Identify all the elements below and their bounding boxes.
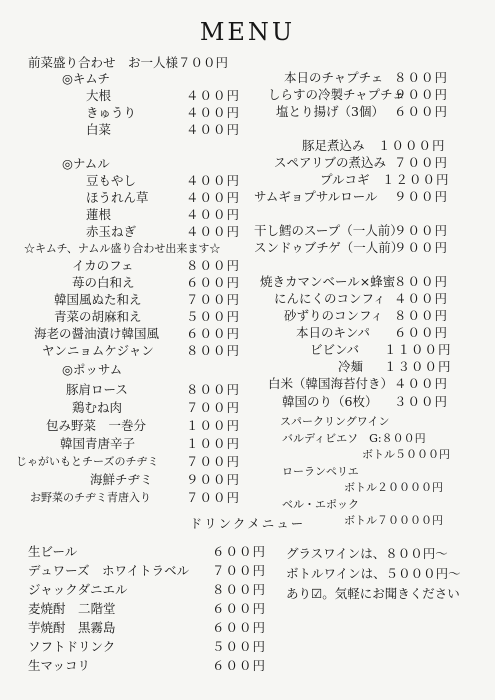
menu-item-price: ４００円 <box>186 88 241 103</box>
menu-item-price: ４００円 <box>394 376 449 391</box>
menu-item-price: １３００円 <box>384 359 452 374</box>
menu-item-price: １１００円 <box>384 342 452 357</box>
menu-item-name: 豆もやし <box>86 173 137 188</box>
wine-note-line: ボトルワインは、５０００円〜 <box>286 566 461 581</box>
menu-item-price: ５００円 <box>186 309 241 324</box>
menu-item-price: １２００円 <box>382 172 450 187</box>
menu-item-price: ６００円 <box>186 326 241 341</box>
menu-item-name: プルコギ <box>320 172 370 187</box>
menu-item-price: ７００円 <box>186 454 241 469</box>
menu-item-price: ６００円 <box>394 104 449 119</box>
menu-item-price: ８００円 <box>394 70 449 85</box>
menu-item-name: 冷麺 <box>338 359 364 374</box>
drink-price: ７００円 <box>212 563 267 578</box>
menu-item-name: スンドゥブチゲ（一人前） <box>254 240 404 255</box>
drink-price: ８００円 <box>212 582 267 597</box>
drink-price: ６００円 <box>212 544 267 559</box>
combo-note: ☆キムチ、ナムル盛り合わせ出来ます☆ <box>24 242 221 255</box>
menu-item-name: しらすの冷製チャプチェ <box>268 87 405 102</box>
menu-item-price: ７００円 <box>394 155 449 170</box>
menu-item-price: １０００円 <box>378 138 446 153</box>
menu-item-name: ビビンバ <box>310 342 360 357</box>
drink-name: ソフトドリンク <box>28 639 116 654</box>
menu-item-name: 苺の白和え <box>72 275 135 290</box>
menu-item-name: ほうれん草 <box>86 190 149 205</box>
bossam-header: ◎ポッサム <box>62 362 123 377</box>
menu-item-price: １００円 <box>186 418 241 433</box>
menu-item-name: 鶏むね肉 <box>72 400 123 415</box>
menu-item-price: ９００円 <box>394 240 449 255</box>
menu-item-name: 包み野菜 一巻分 <box>46 418 147 433</box>
menu-item-price: ８００円 <box>186 343 241 358</box>
menu-item-name: 本日のキンパ <box>296 325 371 340</box>
menu-item-price: ６００円 <box>186 275 241 290</box>
menu-title: MENU <box>199 18 296 46</box>
menu-item-name: 塩とり揚げ（3個） <box>276 104 384 119</box>
menu-item-name: 豚肩ロース <box>66 382 128 397</box>
wine-name: ベル・エポック <box>282 498 359 511</box>
wine-note-line: あり☑。気軽にお聞きください <box>286 586 460 601</box>
menu-item-name: 海鮮チヂミ <box>90 472 153 487</box>
menu-item-name: にんにくのコンフィ <box>274 291 386 306</box>
platter-header: 前菜盛り合わせ お一人様７００円 <box>28 55 229 70</box>
menu-item-price: ６００円 <box>394 325 449 340</box>
wine-name: バルディビエソ G:８００円 <box>282 432 426 445</box>
menu-item-name: 豚足煮込み <box>302 138 365 153</box>
menu-item-price: ４００円 <box>186 224 241 239</box>
menu-item-price: ９００円 <box>394 189 449 204</box>
menu-item-name: 赤玉ねぎ <box>86 224 137 239</box>
menu-item-price: ８００円 <box>186 258 241 273</box>
wine-bottle-price: ボトル５０００円 <box>362 448 450 461</box>
menu-item-name: 白菜 <box>86 122 112 137</box>
wine-name: ローランペリエ <box>282 465 359 478</box>
menu-item-price: ９００円 <box>394 223 449 238</box>
menu-item-name: 韓国青唐辛子 <box>60 436 136 451</box>
sparkling-header: スパークリングワイン <box>280 415 390 428</box>
menu-item-price: ３００円 <box>394 394 449 409</box>
menu-item-price: ４００円 <box>186 105 241 120</box>
drink-name: 生マッコリ <box>28 658 91 673</box>
menu-item-price: ７００円 <box>186 490 241 505</box>
drinks-header: ドリンクメニュー <box>189 516 306 531</box>
menu-item-price: ７００円 <box>186 292 241 307</box>
menu-item-name: 韓国のり（6枚） <box>282 394 378 409</box>
drink-name: ジャックダニエル <box>28 582 128 597</box>
drink-price: ６００円 <box>212 658 267 673</box>
menu-item-name: 大根 <box>86 88 112 103</box>
menu-item-price: ４００円 <box>186 207 241 222</box>
menu-item-price: ４００円 <box>186 122 241 137</box>
menu-item-name: 焼きカマンベール×蜂蜜 <box>260 274 396 289</box>
menu-item-price: ４００円 <box>186 190 241 205</box>
menu-item-price: ９００円 <box>186 472 241 487</box>
menu-item-price: ８００円 <box>186 382 241 397</box>
menu-item-name: じゃがいもとチーズのチヂミ <box>16 455 159 468</box>
kimchi-header: ◎キムチ <box>62 71 111 86</box>
menu-item-name: 蓮根 <box>86 207 112 222</box>
namul-header: ◎ナムル <box>62 156 110 171</box>
menu-item-price: ４００円 <box>394 291 449 306</box>
drink-price: ６００円 <box>212 620 267 635</box>
menu-item-name: サムギョプサルロール <box>254 189 378 204</box>
menu-item-name: 砂ずりのコンフィ <box>284 308 384 323</box>
menu-item-price: １００円 <box>186 436 241 451</box>
wine-bottle-price: ボトル２００００円 <box>344 481 443 494</box>
drink-price: ６００円 <box>212 601 267 616</box>
wine-bottle-price: ボトル７００００円 <box>344 514 443 527</box>
menu-item-price: ７００円 <box>186 400 241 415</box>
menu-item-price: ８００円 <box>394 308 449 323</box>
menu-item-name: きゅうり <box>86 105 137 120</box>
drink-price: ５００円 <box>212 639 267 654</box>
menu-item-price: ４００円 <box>186 173 241 188</box>
menu-item-name: 本日のチャプチェ <box>284 70 384 85</box>
drink-name: 生ビール <box>28 544 78 559</box>
drink-name: 麦焼酎 二階堂 <box>28 601 116 616</box>
menu-item-name: 韓国風ぬた和え <box>54 292 142 307</box>
menu-item-name: 白米（韓国海苔付き） <box>268 376 394 391</box>
wine-note-line: グラスワインは、８００円〜 <box>286 546 448 561</box>
menu-item-name: 青菜の胡麻和え <box>54 309 142 324</box>
menu-item-name: お野菜のチヂミ青唐入り <box>30 491 151 504</box>
menu-item-name: ヤンニョムケジャン <box>42 343 154 358</box>
drink-name: デュワーズ ホワイトラベル <box>28 563 190 578</box>
menu-item-price: ８００円 <box>394 274 449 289</box>
menu-item-price: ９００円 <box>394 87 449 102</box>
menu-item-name: 海老の醤油漬け韓国風 <box>34 326 160 341</box>
drink-name: 芋焼酎 黒霧島 <box>28 620 116 635</box>
menu-item-name: スペアリブの煮込み <box>274 155 387 170</box>
menu-item-name: イカのフェ <box>72 258 134 273</box>
menu-item-name: 干し鱈のスープ（一人前） <box>254 223 403 238</box>
